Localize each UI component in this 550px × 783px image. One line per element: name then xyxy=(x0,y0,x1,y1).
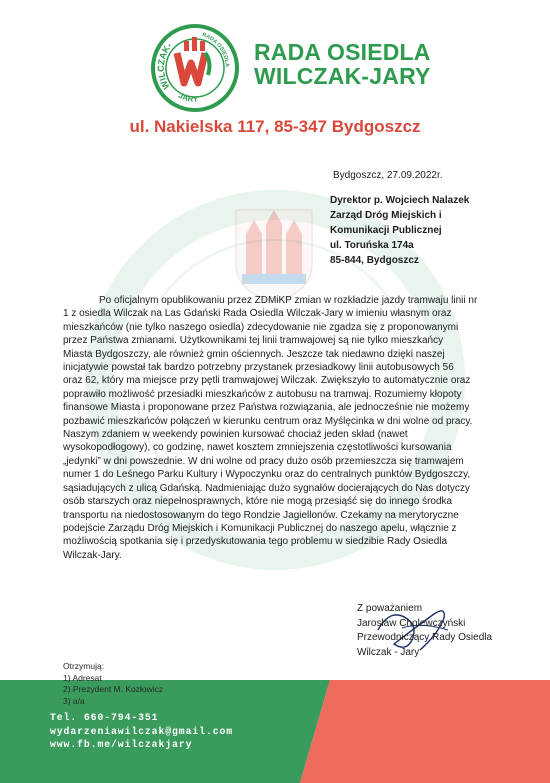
logo-text-left: WILCZAK- xyxy=(155,40,174,91)
letter-body-line: transportu na niedostosowanym do tego Rondzie Jagiellonów. Czekamy na merytoryczne xyxy=(63,509,459,521)
recipient-block xyxy=(330,193,469,268)
logo-text-bottom: JARY xyxy=(177,90,199,104)
letter-body-line: pozbawić mieszkańców połączeń w kierunku centrum oraz Myślęcinka w dni wolne od pracy. xyxy=(63,415,473,427)
footer-email: wydarzeniawilczak@gmail.com xyxy=(50,725,234,737)
letter-body-line: sąsiadujących z ulicą Gdańską. Nadmieniając dużo sygnałów docierających do Nas dotyczy xyxy=(63,482,470,494)
letter-body-line: wysokopodłogowy), co godzinę, nawet kosztem zmniejszenia częstotliwości kursowania xyxy=(63,442,452,454)
watermark-city-crest xyxy=(232,206,316,304)
letter-date: Bydgoszcz, 27.09.2022r. xyxy=(333,170,443,181)
letter-body-line: Wilczak-Jary. xyxy=(63,549,122,561)
closing-line: Z poważaniem xyxy=(357,603,423,614)
letter-body-line: „jedynki” w dni powszednie. W dni wolne od pracy dużo osób przemieszcza się tramwajem xyxy=(63,455,464,467)
letter-body-line: oraz 62, który ma miejsce przy pętli tramwajowej Wilczak. Zwiększyło to automatycznie oraz xyxy=(63,375,471,387)
recipients-item: 3) a/a xyxy=(63,695,85,706)
recipient-line: ul. Toruńska 174a xyxy=(330,240,414,251)
letter-body-line: poprawiło możliwość przesiadki mieszkańców z autobusu na tramwaj. Rozumiemy kłopoty xyxy=(63,388,462,400)
council-address: ul. Nakielska 117, 85-347 Bydgoszcz xyxy=(129,117,421,136)
letter-body-line: podejście Zarządu Dróg Miejskich i Komunikacji Publicznej do naszego apelu, włącznie z xyxy=(63,522,457,534)
recipients-list xyxy=(63,661,163,707)
closing-block xyxy=(357,602,492,660)
closing-line: Jarosław Cholewczyński xyxy=(357,617,466,629)
footer-web: www.fb.me/wilczakjary xyxy=(50,739,193,750)
footer-phone: Tel. 660-794-351 xyxy=(50,712,159,723)
letter-body-line: Miasta Bydgoszczy, ale również gmin ościennych. Jeszcze tak niedawno dzięki naszej xyxy=(63,348,445,360)
footer-contact xyxy=(50,711,233,752)
letter-body-line: przez Państwa zmianami. Użytkownikami tej linii tramwajowej są nie tylko mieszkańcy xyxy=(63,335,444,347)
letter-body-line: inicjatywie powstał tak bardzo potrzebny przystanek przesiadkowy linii autobusowych 56 xyxy=(63,362,454,374)
council-name-line1: RADA OSIEDLA xyxy=(254,39,431,65)
letter-body-line: możliwością spotkania się i przedyskutowania tego problemu w siedzibie Rady Osiedla xyxy=(63,536,448,548)
recipient-line: 85-844, Bydgoszcz xyxy=(330,255,419,266)
logo-text-right: RADA OSIEDLA xyxy=(201,32,230,68)
closing-line: Wilczak - Jary xyxy=(357,646,420,658)
letter-body-line: mieszkańców (nie tylko naszego osiedla) zdecydowanie nie zgadza się z proponowanymi xyxy=(63,321,459,333)
letter-body-line: 1 z osiedla Wilczak na Las Gdański Rada Osiedla Wilczak-Jary w imieniu własnym oraz xyxy=(63,308,452,320)
council-name xyxy=(254,40,431,88)
recipient-line: Dyrektor p. Wojciech Nalazek xyxy=(330,195,470,206)
recipient-line: Komunikacji Publicznej xyxy=(330,225,442,236)
recipients-title: Otrzymują: xyxy=(63,661,105,671)
letter-body xyxy=(63,294,498,562)
letter-body-line: osób starszych oraz niepełnosprawnych, które nie mogą przesiąść się do innego środka xyxy=(63,496,453,508)
letter-body-line: Naszym zdaniem w weekendy powinien kursować chociaż jeden skład (nawet xyxy=(63,429,408,441)
letter-body-line: numer 1 do Leśnego Parku Kultury i Wypoczynku oraz do centralnych punktów Bydgoszczy, xyxy=(63,469,471,481)
council-name-line2: WILCZAK-JARY xyxy=(254,63,431,89)
letter-body-line: finansowe Miasta i proponowane przez Państwa rozwiązania, ale jednocześnie nie możemy xyxy=(63,402,470,414)
council-logo xyxy=(150,23,240,113)
recipients-item: 1) Adresat xyxy=(63,672,102,683)
closing-line: Przewodniczący Rady Osiedla xyxy=(357,632,493,644)
recipient-line: Zarząd Dróg Miejskich i xyxy=(330,210,442,221)
recipients-item: 2) Prezydent M. Kozłowicz xyxy=(63,684,164,695)
letter-body-line: Po oficjalnym opublikowaniu przez ZDMiKP zmian w rozkładzie jazdy tramwaju linii nr xyxy=(99,295,478,306)
letter-body-paragraph xyxy=(63,294,498,562)
